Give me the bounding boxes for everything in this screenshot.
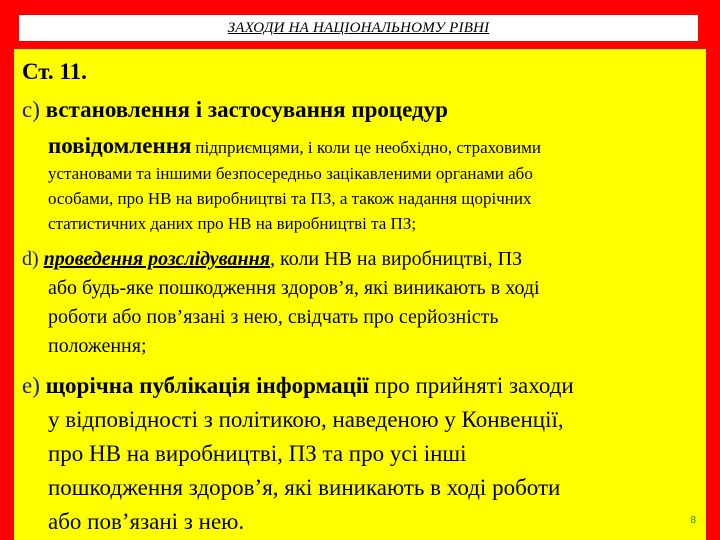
item-e-text: про прийняті заходи bbox=[368, 373, 574, 398]
item-c-line-4: особами, про НВ на виробництві та ПЗ, а також надання щорічних bbox=[48, 189, 532, 208]
item-c-line-2 bbox=[48, 133, 541, 159]
item-c-text: підприємцями, і коли це необхідно, страховими bbox=[195, 138, 541, 157]
item-e-line-1 bbox=[22, 373, 574, 399]
item-d-line-2: або будь-яке пошкодження здоров’я, які виникають в ході bbox=[48, 277, 540, 299]
item-d-line-1 bbox=[22, 248, 522, 271]
article-heading: Ст. 11. bbox=[22, 59, 87, 84]
item-e-label: e) bbox=[22, 373, 40, 398]
slide-content bbox=[14, 49, 706, 540]
item-c-line-3: установами та іншими безпосередньо зацікавленими органами або bbox=[48, 164, 533, 183]
item-e-bold-text: щорічна публікація інформації bbox=[45, 373, 369, 398]
item-d-text: , коли НВ на виробництві, ПЗ bbox=[270, 248, 523, 270]
item-c-line-1 bbox=[22, 97, 448, 123]
item-d-line-4: положення; bbox=[48, 335, 147, 357]
item-c-label: c) bbox=[22, 97, 40, 122]
item-e-line-5: або пов’язані з нею. bbox=[48, 509, 245, 534]
header-bar bbox=[19, 15, 698, 41]
item-e-line-2: у відповідності з політикою, наведеною у Конвенції, bbox=[48, 407, 564, 432]
item-d-label: d) bbox=[22, 248, 39, 270]
slide-title: ЗАХОДИ НА НАЦІОНАЛЬНОМУ РІВНІ bbox=[227, 19, 490, 36]
item-e-line-3: про НВ на виробництві, ПЗ та про усі інші bbox=[48, 441, 467, 466]
item-d-line-3: роботи або пов’язані з нею, свідчать про серйозність bbox=[48, 306, 499, 328]
item-d-emphasis: проведення розслідування bbox=[43, 248, 270, 270]
page-number: 8 bbox=[690, 515, 696, 526]
item-c-bold-text-2: повідомлення bbox=[48, 133, 192, 158]
item-c-bold-text: встановлення і застосування процедур bbox=[45, 97, 448, 122]
item-e-line-4: пошкодження здоров’я, які виникають в ході роботи bbox=[48, 475, 561, 500]
item-c-line-5: статистичних даних про НВ на виробництві та ПЗ; bbox=[48, 214, 417, 233]
